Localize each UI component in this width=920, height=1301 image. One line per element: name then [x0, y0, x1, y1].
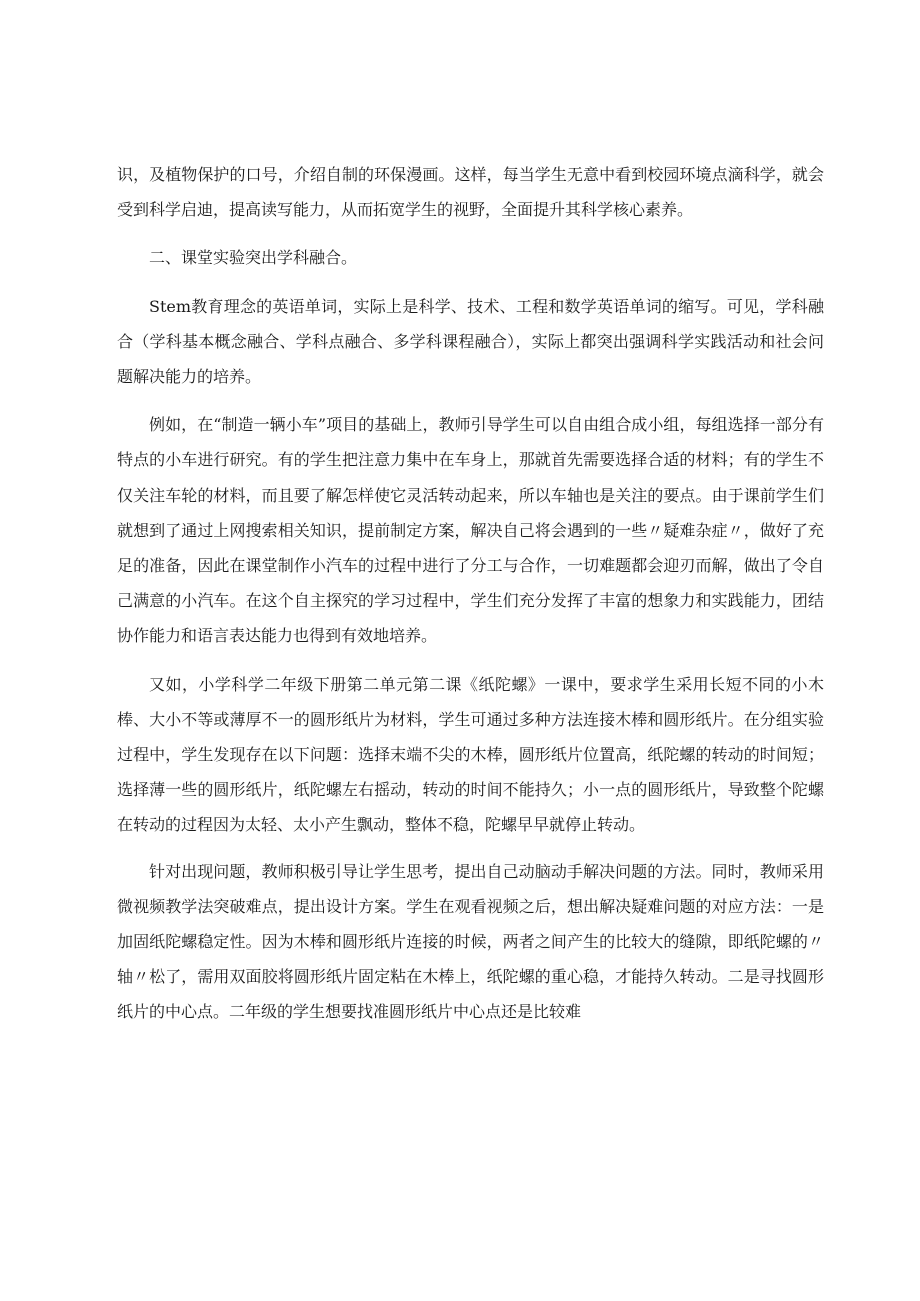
section-heading: 二、课堂实验突出学科融合。 — [149, 248, 358, 268]
paragraph-stem-concept: Stem教育理念的英语单词，实际上是科学、技术、工程和数学英语单词的缩写。可见，学科融合（学科基本概念融合、学科点融合、多学科课程融合），实际上都突出强调科学实践活动和社会问题解决能力的培养。 — [117, 296, 824, 387]
document-body — [117, 157, 824, 1030]
paragraph-paper-top: 又如，小学科学二年级下册第二单元第二课《纸陀螺》一课中，要求学生采用长短不同的小木棒、大小不等或薄厚不一的圆形纸片为材料，学生可通过多种方法连接木棒和圆形纸片。在分组实验过程中，学生发现存在以下问题：选择末端不尖的木棒，圆形纸片位置高，纸陀螺的转动的时间短；选择薄一些的圆形纸片，纸陀螺左右摇动，转动的时间不能持久；小一点的圆形纸片，导致整个陀螺在转动的过程因为太轻、太小产生飘动，整体不稳，陀螺早早就停止转动。 — [117, 674, 824, 835]
paragraph-car-project: 例如，在“制造一辆小车”项目的基础上，教师引导学生可以自由组合成小组，每组选择一部分有特点的小车进行研究。有的学生把注意力集中在车身上，那就首先需要选择合适的材料；有的学生不仅关注车轮的材料，而且要了解怎样使它灵活转动起来，所以车轴也是关注的要点。由于课前学生们就想到了通过上网搜索相关知识，提前制定方案，解决自己将会遇到的一些〃疑难杂症〃，做好了充足的准备，因此在课堂制作小汽车的过程中进行了分工与合作，一切难题都会迎刃而解，做出了令自己满意的小汽车。在这个自主探究的学习过程中，学生们充分发挥了丰富的想象力和实践能力，团结协作能力和语言表达能力也得到有效地培养。 — [117, 415, 824, 646]
paragraph-continuation: 识，及植物保护的口号，介绍自制的环保漫画。这样，每当学生无意中看到校园环境点滴科学，就会受到科学启迪，提高读写能力，从而拓宽学生的视野，全面提升其科学核心素养。 — [117, 165, 824, 220]
paragraph-problem-solving: 针对出现问题，教师积极引导让学生思考，提出自己动脑动手解决问题的方法。同时，教师采用微视频教学法突破难点，提出设计方案。学生在观看视频之后，想出解决疑难问题的对应方法：一是加固纸陀螺稳定性。因为木棒和圆形纸片连接的时候，两者之间产生的比较大的缝隙，即纸陀螺的〃轴〃松了，需用双面胶将圆形纸片固定粘在木棒上，纸陀螺的重心稳，才能持久转动。二是寻找圆形纸片的中心点。二年级的学生想要找准圆形纸片中心点还是比较难 — [117, 861, 824, 1022]
